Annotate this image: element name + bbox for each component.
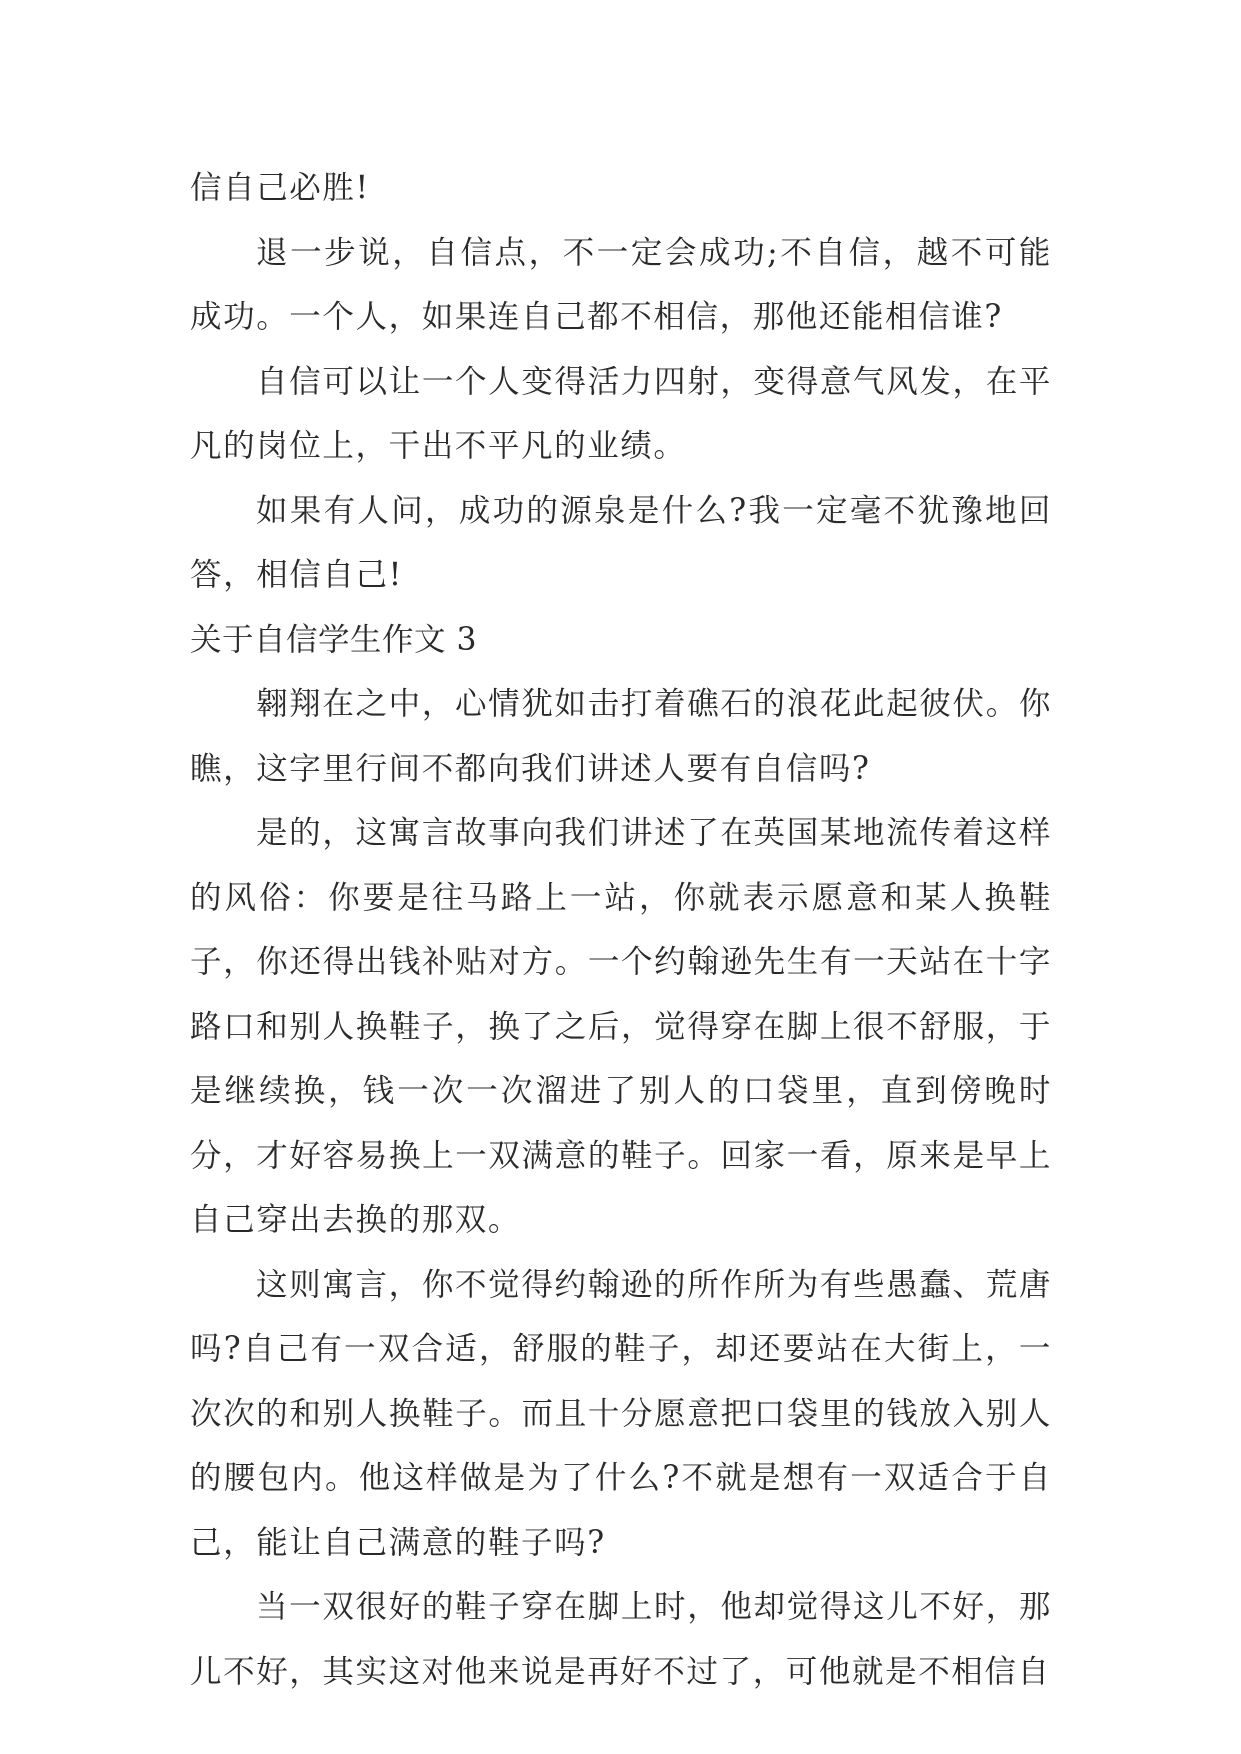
paragraph-continuation: 信自己必胜!	[190, 170, 370, 206]
paragraph: 是的，这寓言故事向我们讲述了在英国某地流传着这样的风俗：你要是往马路上一站，你就表示愿意和某人换鞋子，你还得出钱补贴对方。一个约翰逊先生有一天站在十字路口和别人换鞋子，换了之后，觉得穿在脚上很不舒服，于是继续换，钱一次一次溜进了别人的口袋里，直到傍晚时分，才好容易换上一双满意的鞋子。回家一看，原来是早上自己穿出去换的那双。	[190, 815, 1052, 1238]
paragraph: 退一步说，自信点，不一定会成功;不自信，越不可能成功。一个人，如果连自己都不相信，那他还能相信谁?	[190, 234, 1052, 335]
document-body	[190, 156, 1052, 1704]
paragraph: 自信可以让一个人变得活力四射，变得意气风发，在平凡的岗位上，干出不平凡的业绩。	[190, 363, 1052, 464]
paragraph: 当一双很好的鞋子穿在脚上时，他却觉得这儿不好，那儿不好，其实这对他来说是再好不过了，可他就是不相信自	[190, 1589, 1052, 1690]
paragraph: 如果有人问，成功的源泉是什么?我一定毫不犹豫地回答，相信自己!	[190, 492, 1052, 593]
paragraph: 这则寓言，你不觉得约翰逊的所作所为有些愚蠢、荒唐吗?自己有一双合适，舒服的鞋子，却还要站在大街上，一次次的和别人换鞋子。而且十分愿意把口袋里的钱放入别人的腰包内。他这样做是为了什么?不就是想有一双适合于自己，能让自己满意的鞋子吗?	[190, 1266, 1052, 1561]
section-heading: 关于自信学生作文 3	[190, 621, 478, 658]
paragraph: 翱翔在之中，心情犹如击打着礁石的浪花此起彼伏。你瞧，这字里行间不都向我们讲述人要有自信吗?	[190, 686, 1052, 787]
